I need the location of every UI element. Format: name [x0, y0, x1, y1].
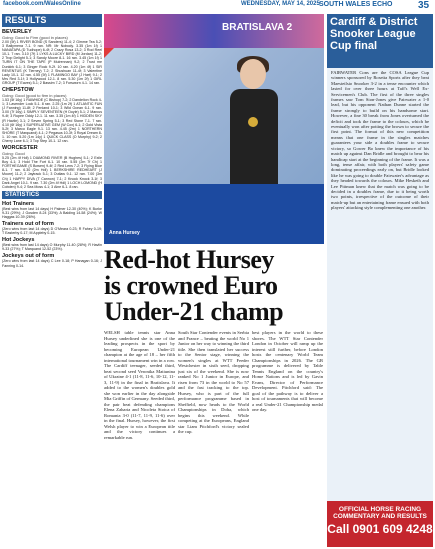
- player-head: [240, 59, 266, 89]
- snooker-sidebar: [327, 14, 433, 547]
- racing-commentary-ad[interactable]: [327, 501, 433, 547]
- article-column-3: best players in the world to these shores. The WTT Star Contender London in October will ramp up the interest still further, before London hosts the centenary World Team Championships in 2026. The GB programme is delivered by Table Tennis England on the country's Home Nations and is led by Gavin Evans, Director of Performance Development. Pitchford said: The goal of the pathway is to deliver a host of tournaments that will become a real Under-21 Championship medal one day.: [252, 330, 323, 412]
- snooker-title-line-3: Cup final: [330, 40, 378, 52]
- photo-caption: Anna Hursey: [109, 230, 140, 236]
- venue-beverley: BEVERLEY: [2, 29, 32, 35]
- snooker-title: [327, 14, 433, 68]
- ad-line-1: OFFICIAL HORSE RACING: [338, 506, 422, 513]
- event-banner: [104, 14, 324, 48]
- statistics-title: STATISTICS: [2, 191, 102, 199]
- headline-line-1: Red-hot Hursey: [104, 245, 274, 274]
- corner-accent: [104, 48, 114, 58]
- hot-trainers-text: (Best wins from last 14 days) H Palmer 12-30 (40%); K Burke 9-31 (29%); J Gosden 8-24 (33%); A Balding 14-58 (24%); W Haggas 10-39 (26%).: [2, 206, 102, 219]
- snooker-title-line-1: Cardiff & District: [330, 16, 418, 28]
- player-body: [230, 89, 278, 184]
- results-text-chepstow: 1.53 (5f 16y) 1 RAWHIDE (C Bishop) 7-2; 2 Dandelion Rock 4-1; 3 Lavender Lock 5-1. 8 ran. 2.25 (1m 2f) 1 ATLANTIC FUN (J Fanning) 11-8f; 2 Fenland 10-1; 3 Wild Ocean 6-1. 9 ran. 3.00 (7f 16y) 1 SIMPLY SEVENTEEN (H Doyle) 5-1; 2 Marcus 9-4f; 3 Rupee Oddy 12-1. 11 ran. 3.35 (1m 4f) 1 HIDDEN SKY (R Havlin) 3-1; 2 Seven Spring 5-1; 3 Red Stone 7-1. 7 ran. 4.10 (6f 16y) 1 SUPERLATIVE GEM (W Cox) 6-1; 2 Gold Vista 5-2f; 3 Marco Eagle 9-1. 13 ran. 4.45 (2m) 1 NORTHERN SHORE (T Marquand) 4-1; 2 Pegasus 10-3f; 3 Royal Dream 8-1. 10 ran. 5.20 (1m 14y) 1 QUICK CLASS (O Murphy) 9-2; 2 Cherry Lane 6-1; 3 Top Step 10-1. 12 ran.: [2, 98, 102, 143]
- article-column-2: South Star Contender events in Serbia and France – beating the world No 1 Junior on her way to winning the third title. She then translated her success to the Senior stage, winning the women's singles at WTT Feeder Westchester in sixth seed, dropping just six of the weekend. She is now ranked No 1 Junior in Europe, and risen from 73 in the world to No 57 and the fast tracking to the top. Hursey, who is part of the full performance programme based in Sheffield, now heads to the World Championships in Doha, which begins this weekend. While competing at the Europeans, England star Liam Pitchford's victory sealed the cup.: [178, 330, 249, 434]
- headline-text: [104, 247, 324, 325]
- section-name: SOUTH WALES ECHO: [319, 1, 393, 8]
- page-header: [0, 0, 435, 13]
- results-text-beverley: 2.00 (5f) 1 RIVER BOND (S Sanders) 11-4; 2 Gimme Tea 5-2; 3 Ballymena 7-1. 9 ran. NR: Mr Nobody. 3.35 (1m 1f) 1 NANATAPA (D Tudhope) 6-4f; 2 Crazy Rosa 13-2; 3 Rod Reel 10-1. 7 ran. 3.10 (7f) 1 LYKS A LUCKY BIRD (M Jordan) 11-2; 2 Trop Delight 5-1; 3 Sandy Moore 8-1. 16 ran. 3.45 (1m 1f) 1 TURN IT ON THE TAPE (P Mulrennan) 9-2; 2 Trust me Dunkirk 6-1; 3 Ginger Rock 9-2f. 10 ran. 4.20 (1m 4f) 1 SIR REVENTUS (K Tierney) 7-2; 2 Shushuan 11-4f; 3 Valentine Lady 10-1. 12 ran. 4.55 (5f) 1 FLAMINGO BAY (J Hart) 9-1; 2 Mrs Red 3-1f; 3 Hollywood 12-1. 8 ran. 5.30 (1m 2f) 1 GIRL GROUP (T Eaves) 5-1; 2 Bassim 7-2; 3 Forsworn 4-1. 14 ran.: [2, 40, 102, 85]
- hot-jockeys-heading: Hot Jockeys: [2, 237, 35, 244]
- going-beverley: Going: Good to Firm (good in places): [2, 35, 68, 40]
- issue-date: WEDNESDAY, MAY 14, 2025: [241, 1, 320, 7]
- venue-chepstow: CHEPSTOW: [2, 87, 34, 94]
- player-figure: [224, 59, 284, 184]
- facebook-url[interactable]: facebook.com/WalesOnline: [3, 1, 81, 7]
- hero-photo: [104, 14, 324, 244]
- hot-jockeys-text: (Best wins from last 14 days) O Murphy 11-40 (28%); R Havlin 9-33 (27%); T Marquand 12-52 (23%).: [2, 243, 102, 252]
- headline-line-3: Under-21 champ: [104, 297, 284, 326]
- medal-icon: [248, 117, 258, 127]
- snooker-title-line-2: Snooker League: [330, 28, 416, 40]
- results-title: RESULTS: [2, 14, 102, 27]
- racing-results-column: [2, 14, 102, 519]
- venue-worcester: WORCESTER: [2, 145, 38, 152]
- results-text-worcester: 5.25 (2m 4f Hdl) 1 DIAMOND RIVER (B Hughes) 5-1; 2 Exile Boy 4-1; 3 Hold The Fort 6-1. 10 ran. 5.55 (2m 7f Ch) 1 FORTHEGAME (S Bowen) 9-4f; 2 Red Lens 7-2; 3 Flying Blue 8-1. 7 ran. 6.30 (2m Hdl) 1 BERKSHIRE REDHEART (J Moore) 11-2; 2 Jaytrack 5-1; 3 Outlaw 9-1. 12 ran. 7.00 (3m Ch) 1 HAPPY DIVA (T Cannon) 7-1; 2 Knock Knock 3-1f; 3 Dark Angel 10-1. 9 ran. 7.30 (2m 4f Hdl) 1 LOCH LOMOND (H Cobden) 9-4; 2 Sea Moss 4-1; 3 Aine 6-1. 8 ran.: [2, 156, 102, 189]
- going-chepstow: Going: Good (good to firm in places): [2, 93, 67, 99]
- cold-jockeys-text: (Zero wins from last 14 days) C Lee 0-18; P Hanagan 0-16; J Fanning 0-14.: [2, 259, 102, 268]
- article-column-1: WELSH table tennis star Anna Hursey underlined she is one of the leading prospects in the sport by becoming European Under-21 champion at the age of 18 – her fifth international tournament win in a row. The Cardiff teenager, seeded third, beat second seed Veronika Matiunina of Ukraine 4-1 (11-8, 11-6, 10-12, 11-3, 11-9) in the final in Bratislava. It added to the women's doubles gold she won earlier in the day alongside Mia Griffin of Germany. Seeded third, the pair beat defending champions Elena Zaharia and Nicoleta Stoica of Romania 3-0 (11-7, 11-9, 11-6) over in the final. Hursey, however, the first Welsh player to win a European title and the victory continues a remarkable run.: [104, 330, 175, 440]
- cold-jockeys-heading: Jockeys out of form: [2, 253, 55, 260]
- page-number: 35: [418, 0, 430, 11]
- cold-trainers-heading: Trainers out of form: [2, 221, 54, 228]
- snooker-body: FAIRWATER Cons are the COSA League Cup winners sponsored by Rosetta Sports after they beat Maesteilsio Snooker 3-2 in a tense encounter which lasted for over three hours at Taff's Well Ex-Servicemen's Club. The first of the three singles frames saw Tom Sion-Jones give Fairwater a 1-0 lead, but his opponent Nathan Dunne started the frame strongly to build on his handsome start. However, a fine 30 break from Jones overturned the deficit and took the frame to the colours, which he eventually won after potting the brown to secure the first point. The format of this new competition means that one frame in the singles matches guarantees your side a doubles frame to secure victory, so Gower Bo knew the importance of his match up against Dan Bridle and brought to bear his handicap start at the beginning of the frame. It was a long, tense affair, with both players' safety game dominating proceedings early on, but Bridle looked like he was going to double Fairwater's advantage as they headed towards the colours. Mike Hesketh and Lee Pittman knew that the match was going to be decided in a doubles frame, due to it being worth two points, irrespective of the outcome of their match-up but an entertaining frame ensued with both players' attacking style complementing one another.: [331, 70, 429, 211]
- banner-text: BRATISLAVA 2: [222, 22, 293, 33]
- headline: [104, 247, 324, 325]
- ad-line-2: COMMENTARY AND RESULTS: [333, 513, 427, 520]
- cold-trainers-text: (Zero wins from last 14 days) D O'Meara 0-23; R Fahey 0-19; T Easterby 0-17; M Appleby 0-15.: [2, 227, 102, 236]
- headline-line-2: is crowned Euro: [104, 271, 278, 300]
- hot-trainers-heading: Hot Trainers: [2, 200, 35, 207]
- going-worcester: Going: Good: [2, 151, 25, 157]
- ad-phone[interactable]: Call 0901 609 4248: [327, 522, 433, 536]
